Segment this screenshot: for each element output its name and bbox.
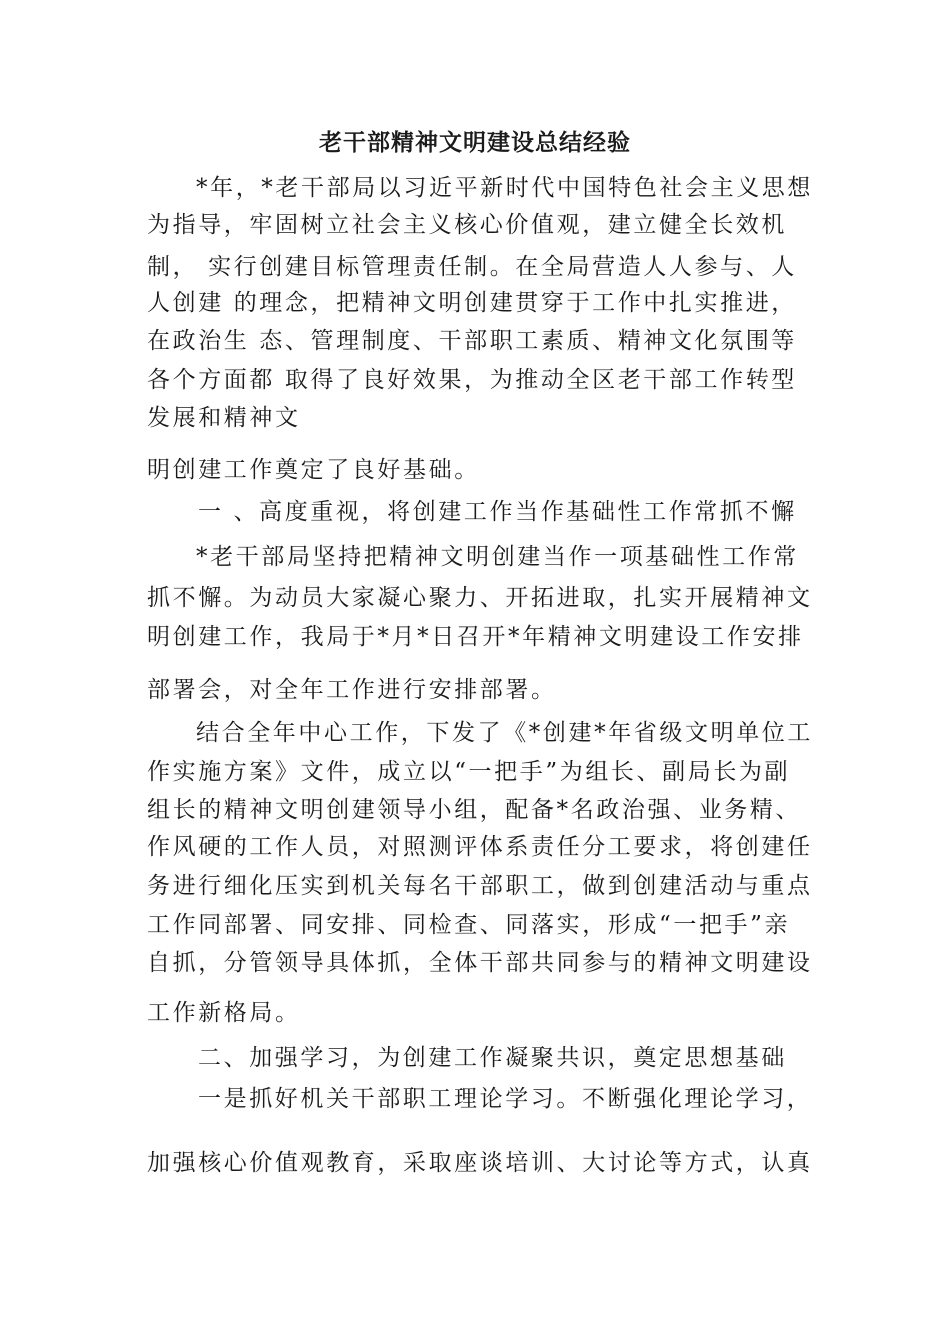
- section-heading: 一 、高度重视，将创建工作当作基础性工作常抓不懈: [198, 499, 797, 525]
- text-line: *老干部局坚持把精神文明创建当作一项基础性工作常: [196, 544, 799, 570]
- text-line: 一是抓好机关干部职工理论学习。不断强化理论学习，: [198, 1086, 813, 1112]
- text-line: 抓不懈。为动员大家凝心聚力、开拓进取，扎实开展精神文: [147, 585, 813, 611]
- text-line: 制， 实行创建目标管理责任制。在全局营造人人参与、人: [147, 254, 797, 280]
- text-line: 为指导，牢固树立社会主义核心价值观，建立健全长效机: [147, 212, 787, 238]
- text-line: 加强核心价值观教育，采取座谈培训、大讨论等方式，认真: [147, 1150, 813, 1176]
- text-line: 组长的精神文明创建领导小组，配备*名政治强、业务精、: [147, 797, 802, 823]
- text-line: *年，*老干部局以习近平新时代中国特色社会主义思想: [196, 175, 813, 201]
- text-line: 人创建 的理念，把精神文明创建贯穿于工作中扎实推进，: [147, 290, 797, 316]
- text-line: 发展和精神文: [147, 405, 301, 431]
- text-line: 部署会，对全年工作进行安排部署。: [147, 677, 557, 703]
- text-line: 明创建工作，我局于*月*日召开*年精神文明建设工作安排: [147, 624, 804, 650]
- text-line: 工作新格局。: [147, 1000, 301, 1026]
- text-line: 明创建工作奠定了良好基础。: [147, 457, 480, 483]
- section-heading: 二、加强学习，为创建工作凝聚共识，奠定思想基础: [198, 1045, 787, 1071]
- text-line: 务进行细化压实到机关每名干部职工，做到创建活动与重点: [147, 873, 813, 899]
- text-line: 自抓，分管领导具体抓，全体干部共同参与的精神文明建设: [147, 950, 813, 976]
- text-line: 作风硬的工作人员，对照测评体系责任分工要求，将创建任: [147, 834, 813, 860]
- document-title: 老干部精神文明建设总结经验: [319, 129, 631, 156]
- text-line: 作实施方案》文件，成立以“一把手”为组长、副局长为副: [147, 759, 791, 785]
- text-line: 各个方面都 取得了良好效果，为推动全区老干部工作转型: [147, 367, 797, 393]
- text-line: 结合全年中心工作，下发了《*创建*年省级文明单位工: [196, 720, 813, 746]
- text-line: 在政治生 态、管理制度、干部职工素质、精神文化氛围等: [147, 328, 797, 354]
- text-line: 工作同部署、同安排、同检查、同落实，形成“一把手”亲: [147, 912, 791, 938]
